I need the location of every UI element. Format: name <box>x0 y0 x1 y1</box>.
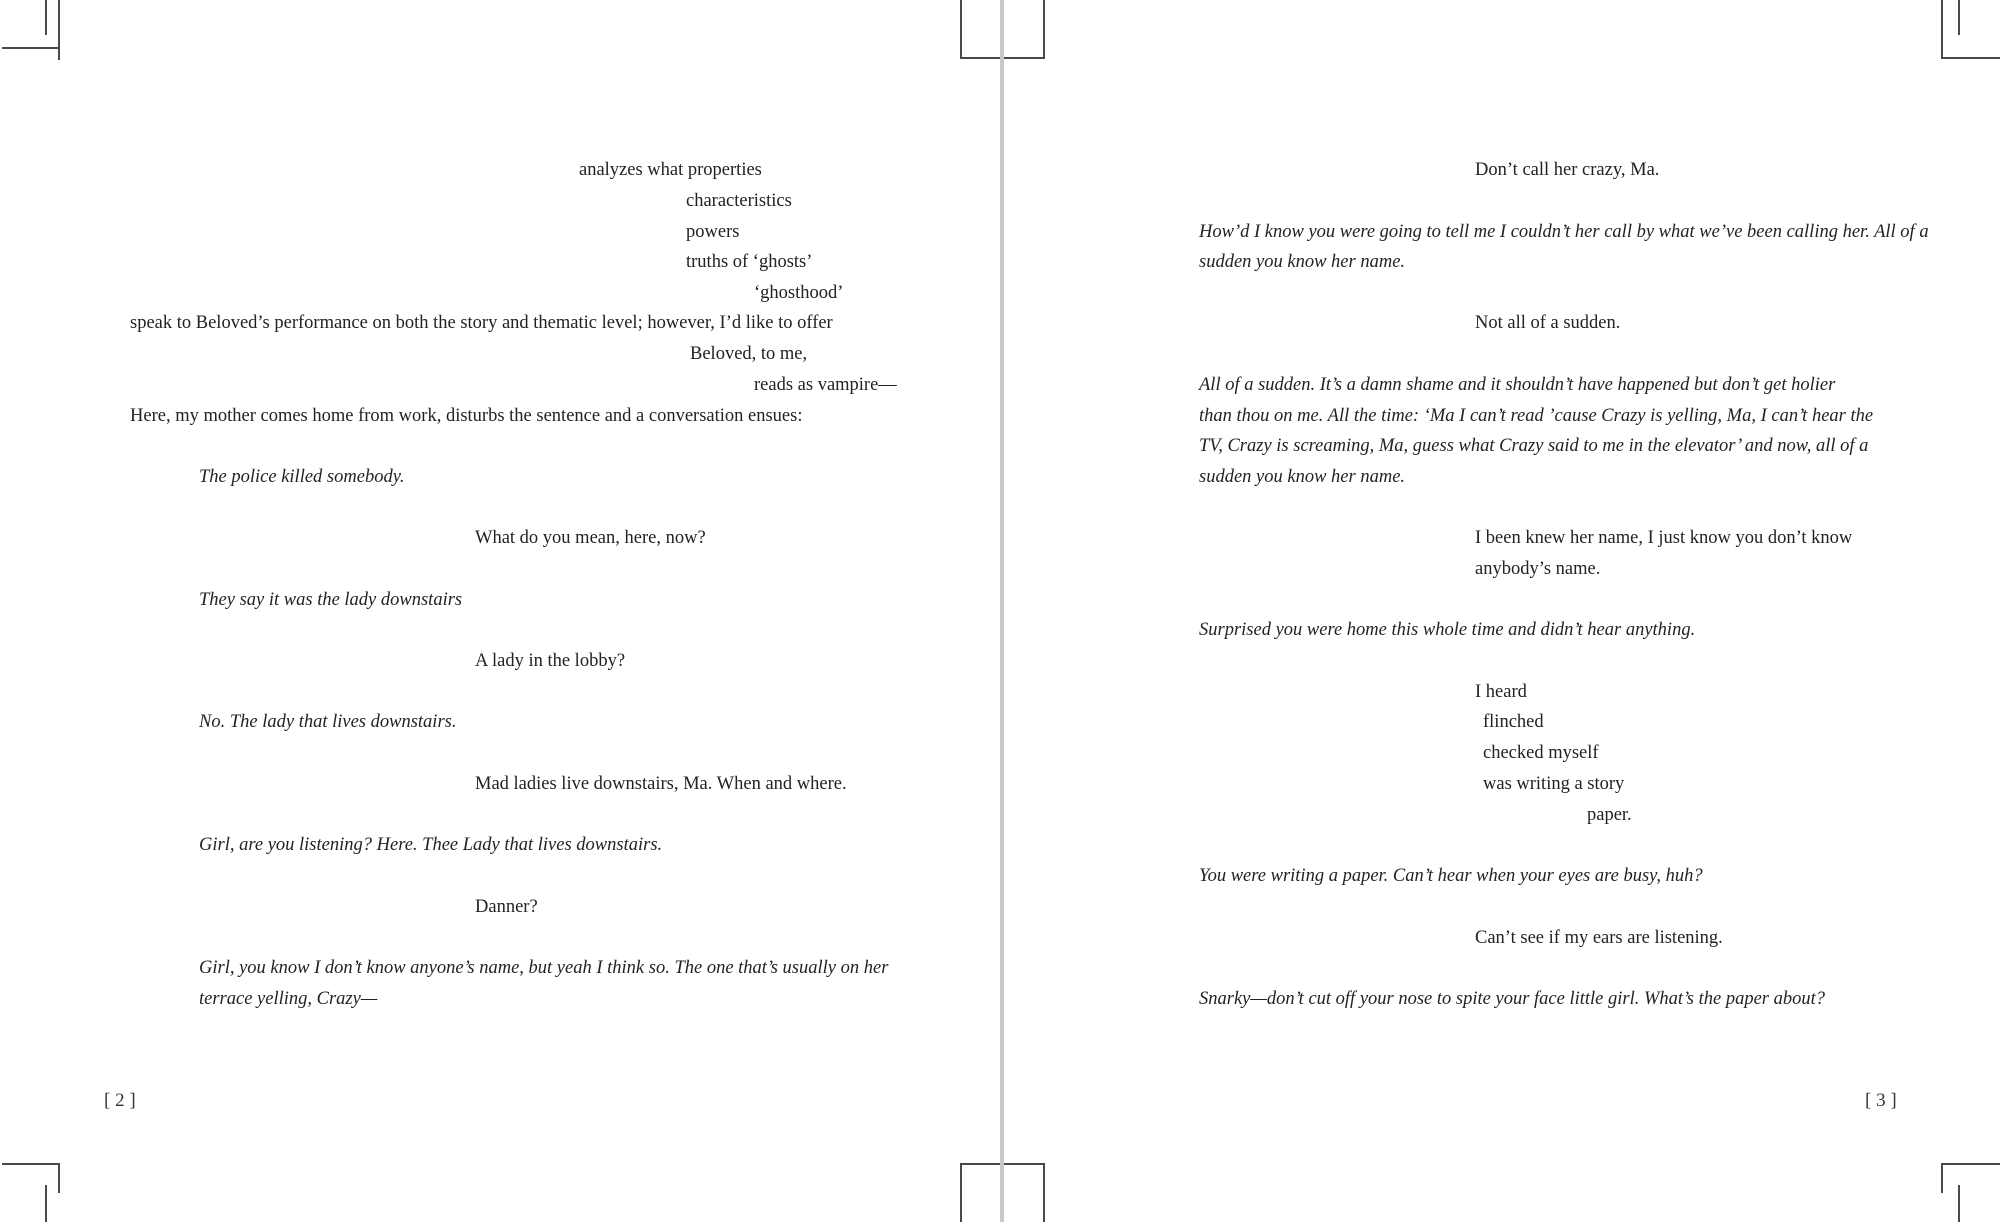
dialogue-daughter: anybody’s name. <box>1475 559 1601 579</box>
crop-mark-bottom-left-h <box>1004 1163 1044 1165</box>
crop-mark-bottom-right-v <box>1941 1163 1943 1193</box>
crop-mark-top-right-h <box>1941 57 2000 59</box>
text-line: reads as vampire— <box>754 375 897 395</box>
crop-mark-top-left-h <box>1004 57 1044 59</box>
crop-mark-top-left-h <box>2 47 60 49</box>
dialogue-mother: All of a sudden. It’s a damn shame and it shouldn’t have happened but don’t get holier <box>1199 375 1836 395</box>
dialogue-daughter: Mad ladies live downstairs, Ma. When and where. <box>475 774 847 794</box>
crop-mark-bottom-left-v <box>58 1163 60 1193</box>
dialogue-daughter: Not all of a sudden. <box>1475 313 1621 333</box>
crop-mark-top-left-short <box>45 0 47 35</box>
crop-mark-bottom-right-v <box>960 1163 962 1222</box>
text-line: speak to Beloved’s performance on both the story and thematic level; however, I’d like to offer <box>130 313 833 333</box>
text-line: ‘ghosthood’ <box>754 283 844 303</box>
crop-mark-top-right-v <box>960 0 962 59</box>
page-number: [ 2 ] <box>104 1090 136 1111</box>
page-number: [ 3 ] <box>1865 1090 1897 1111</box>
dialogue-daughter: I heard <box>1475 682 1527 702</box>
dialogue-mother: You were writing a paper. Can’t hear when your eyes are busy, huh? <box>1199 866 1703 886</box>
text-line: powers <box>686 222 740 242</box>
crop-mark-top-right-v <box>1941 0 1943 59</box>
dialogue-daughter: checked myself <box>1483 743 1599 763</box>
dialogue-mother: They say it was the lady downstairs <box>199 590 463 610</box>
crop-mark-bottom-left-h <box>2 1163 60 1165</box>
dialogue-mother: Girl, are you listening? Here. Thee Lady that lives downstairs. <box>199 835 663 855</box>
dialogue-mother: Girl, you know I don’t know anyone’s name, but yeah I think so. The one that’s usually on her <box>199 958 889 978</box>
text-line: Here, my mother comes home from work, disturbs the sentence and a conversation ensues: <box>130 406 803 426</box>
dialogue-mother: How’d I know you were going to tell me I couldn’t her call by what we’ve been calling her. All of a <box>1199 222 1929 242</box>
dialogue-mother: Surprised you were home this whole time and didn’t hear anything. <box>1199 620 1696 640</box>
dialogue-daughter: I been knew her name, I just know you don’t know <box>1475 528 1853 548</box>
dialogue-mother: than thou on me. All the time: ‘Ma I can’t read ’cause Crazy is yelling, Ma, I can’t hear the <box>1199 406 1874 426</box>
text-line: Beloved, to me, <box>690 344 808 364</box>
text-line: analyzes what properties <box>579 160 762 180</box>
dialogue-daughter: flinched <box>1483 712 1544 732</box>
crop-mark-top-left-v <box>1043 0 1045 59</box>
crop-mark-bottom-left-short <box>45 1185 47 1222</box>
dialogue-daughter: Can’t see if my ears are listening. <box>1475 928 1723 948</box>
dialogue-mother: sudden you know her name. <box>1199 252 1406 272</box>
dialogue-daughter: paper. <box>1587 805 1632 825</box>
crop-mark-top-left-v <box>58 0 60 60</box>
text-line: characteristics <box>686 191 792 211</box>
crop-mark-bottom-left-v <box>1043 1163 1045 1222</box>
dialogue-mother: terrace yelling, Crazy— <box>199 989 378 1009</box>
dialogue-mother: sudden you know her name. <box>1199 467 1406 487</box>
crop-mark-bottom-right-short <box>1958 1185 1960 1222</box>
crop-mark-top-right-short <box>1958 0 1960 35</box>
dialogue-daughter: Danner? <box>475 897 538 917</box>
text-line: truths of ‘ghosts’ <box>686 252 813 272</box>
dialogue-mother: No. The lady that lives downstairs. <box>199 712 457 732</box>
crop-mark-top-right-h <box>960 57 1000 59</box>
dialogue-mother: The police killed somebody. <box>199 467 405 487</box>
dialogue-daughter: Don’t call her crazy, Ma. <box>1475 160 1660 180</box>
dialogue-mother: Snarky—don’t cut off your nose to spite your face little girl. What’s the paper about? <box>1199 989 1826 1009</box>
dialogue-mother: TV, Crazy is screaming, Ma, guess what Crazy said to me in the elevator’ and now, all of a <box>1199 436 1869 456</box>
crop-mark-bottom-right-h <box>960 1163 1000 1165</box>
dialogue-daughter: What do you mean, here, now? <box>475 528 706 548</box>
dialogue-daughter: was writing a story <box>1483 774 1625 794</box>
crop-mark-bottom-right-h <box>1941 1163 2000 1165</box>
dialogue-daughter: A lady in the lobby? <box>475 651 626 671</box>
page-3 <box>1004 0 2000 1222</box>
